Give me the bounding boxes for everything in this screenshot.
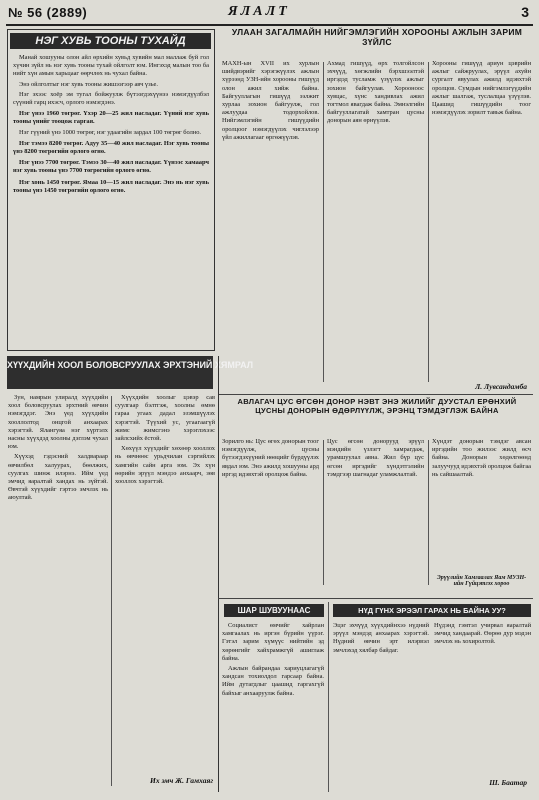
donor-article-heading: АВЛАГАЧ ЦУС ӨГСӨН ДОНОР НЭВТ ЭНЭ ЖИЛИЙГ ДУУСТАЛ ЕРӨНХИЙ ЦУСНЫ ДОНОРЫН ӨДӨРЛҮҮЛЖ, ЭРЭНЦ ТЭМДЭГЛЭЖ БАЙНА — [237, 397, 517, 415]
redcross-article-heading: УЛААН ЗАГАЛМАЙН НИЙГЭМЛЭГИЙН ХОРООНЫ АЖЛЫН ЗАРИМ ЗҮЙЛС — [231, 27, 523, 47]
masthead-rule — [6, 24, 533, 26]
livestock-article-heading: НЭГ ХУВЬ ТООНЫ ТУХАЙД — [10, 33, 211, 49]
digestion-paragraph: Хөхүүл хүүхдийг хөхөөр хооллох нь өвчнөөс урьдчилан сэргийлэх хамгийн сайн арга юм. Эх хүн өөрийн эрүүл мэндээ анхаарч, зөв хооллох хэрэгтэй. — [115, 445, 215, 486]
eye-column-2: Нүдэнд гэмтэл учирвал яаралтай эмчид хандаарай. Өөрөө дур мэдэн эмчлэх нь хохиролтой. — [434, 622, 531, 646]
column-divider — [323, 62, 324, 382]
column-divider — [428, 440, 429, 585]
section-rule — [218, 394, 533, 395]
digestion-column-2 — [115, 394, 215, 774]
livestock-paragraph: Нэг тэмээ 8200 төгрөг. Адуу 35—40 жил насладаг. Нэг хувь тооны үнэ 8200 төгрөгийн орлого өгнө. — [13, 139, 209, 156]
livestock-paragraph: Энэ ойлголтыг нэг хувь тооны жишээгээр авч үзье. — [19, 80, 158, 88]
section-rule — [218, 598, 533, 599]
donor-column-3: Хүндэт донорын тэмдэг авсан иргэдийн тоо жилээс жилд өсч байна. Донорын хөдөлгөөнд залуучууд идэвхтэй оролцож байгаа нь сайшаалтай. — [432, 438, 531, 478]
livestock-paragraph: Нэг хонь 1450 төгрөг. Ямаа 10—15 жил насладаг. Энэ нь нэг хувь тооны үнэ 1450 төгрөгийн орлого өгнө. — [13, 178, 209, 194]
digestion-paragraph: Хүүхдийн хоолыг цэвэр сав суулгаар бэлтгэж, хоолны өмнө гараа угаах дадал эзэмшүүлэх хэрэгтэй. Түүхий ус, угаагаагүй жимс жимсгэнэ хэрэглэхээс зайлсхийх ёстой. — [115, 394, 215, 443]
digestion-column-1 — [8, 394, 108, 789]
livestock-article-body — [13, 54, 209, 344]
column-divider — [218, 356, 219, 792]
redcross-column-2: Ахмад гишүүд, өрх толгойлсон эхчүүд, хөгжлийн бэрхшээлтэй иргэдэд тусламж үзүүлэх ажлыг зохион байгуулав. Хорооноос хувцас, хүнс хандивлах ажил тогтмол явагдаж байна. Эмнэлгийн байгууллагатай хамтран цусны донорын аян өрнүүлэв. — [327, 60, 424, 125]
shar-paragraph: Ажлын байрандаа хариуцлагагүй хандсан тохиолдол гарсаар байна. Ийм дутагдлыг цаашид гаргахгүй байхыг анхааруулж байна. — [222, 665, 324, 697]
redcross-column-3: Хорооны гишүүд ариун цэврийн ажлыг сайжруулах, эрүүл ахуйн сургалт явуулах ажилд идэвхтэй оролцов. Сумдын нийгэмлэгүүдийн ажлыг шалгаж, туслалцаа үзүүлэв. Цаашид гишүүдийн тоог нэмэгдүүлэх зорилт тавьж байна. — [432, 60, 531, 117]
livestock-paragraph: Манай хошууны олон айл өрхийн хувьд хувийн мал маллаж буй гол хүчин зүйл нь нэг хувь тооны тухай ойлголт юм. Ингэхэд малын тоо ба нийт хүн амын харьцааг өөрчлөх нь чухал байна. — [13, 54, 209, 78]
column-divider — [111, 396, 112, 786]
donor-column-2: Цус өгсөн донорууд эрүүл мэндийн үзлэгт хамрагдаж, урамшуулал авна. Жил бүр цус өгсөн иргэдийг хүндэтгэлийн тэмдгээр шагнадаг уламжлалтай. — [327, 438, 424, 478]
eye-article-heading: НҮД ГҮНХ ЭРЭЭЛ ГАРАХ НЬ БАЙНА УУ? — [333, 604, 531, 617]
digestion-signature: Их эмч Ж. Гамхаяг — [150, 776, 214, 785]
donor-signature: Эрүүлийн Хамгаалах Яам МУЗН-ийн Гүйцэтгэх хороо — [436, 575, 527, 587]
eye-signature: Ш. Баатар — [489, 778, 527, 787]
page-number: 3 — [521, 4, 529, 20]
livestock-paragraph: Нэг эхээс хоёр эм тугал бойжуулж бүтээгдэхүүнээ нэмэгдүүлбэл сүүний гарц ихэсч, орлого нэмэгдэнэ. — [13, 90, 209, 107]
column-divider — [428, 62, 429, 382]
digestion-article-heading-bar — [7, 356, 254, 389]
newspaper-title: ЯЛАЛТ — [228, 4, 290, 19]
digestion-article-heading: ХҮҮХДИЙН ХООЛ БОЛОВСРУУЛАХ ЭРХТЭНИЙ ХЯМРАЛ — [7, 360, 254, 370]
redcross-column-1: МАХН-ын XVII их хурлын шийдвэрийг хэрэгжүүлэх ажлын хүрээнд УЗН-ийн хорооны гишүүд олон ажил хийж байна. Байгууллагын гишүүд ээлжит хурлаа зохион байгуулж, гол ажлуудаа тодорхойлов. Нийгэмлэгийн гишүүдийн оролцоог нэмэгдүүлэх чиглэлээр үйл ажиллагааг өргөжүүлэв. — [222, 60, 319, 141]
shar-paragraph: Социалист өмчийг хайрлан хамгаалах нь иргэн бүрийн үүрэг. Гэтэл зарим хүмүүс нийтийн эд хөрөнгийг хайхрамжгүй ашиглаж байна. — [222, 622, 324, 662]
livestock-paragraph: Нэг үнээ 7700 төгрөг. Тэмээ 30—40 жил насладаг. Үүнээс хамаарч нэг хувь тооны үнэ 7700 төгрөгийн орлого өгнө. — [13, 159, 209, 175]
shar-article-heading: ШАР ШУВУУНААС — [224, 604, 324, 617]
column-divider — [323, 440, 324, 585]
shar-article-body — [222, 622, 324, 792]
digestion-paragraph: Зун, намрын улиралд хүүхдийн хоол боловсруулах эрхтний өвчин нэмэгддэг. Энэ үед хүүхдийн хооллолтод онцгой анхаарах хэрэгтэй. Ялангуяа нэг хүртэлх насны хүүхдэд хоолны дэглэм чухал юм. — [8, 394, 108, 451]
redcross-signature: Л. Лувсандамба — [475, 382, 527, 391]
eye-column-1: Эцэг эхчүүд хүүхдийнхээ нүдний эрүүл мэндэд анхаарах хэрэгтэй. Нүдний өвчин эрт илэрвэл эмчлэхэд хялбар байдаг. — [333, 622, 429, 654]
livestock-paragraph: Нэг үнээ 1960 төгрөг. Үхэр 20—25 жил насладаг. Үүний нэг хувь тооны үнийг тооцож гаргая. — [13, 110, 209, 126]
donor-column-1: Зорилго нь: Цус өгөх донорын тоог нэмэгдүүлж, цусны бүтээгдэхүүний нөөцийг бүрдүүлэх явдал юм. Энэ ажилд хошууны ард иргэд идэвхтэй оролцож байна. — [222, 438, 319, 478]
digestion-paragraph: Хүүхэд гэдэсний халдвараар өвчилбөл халуурах, бөөлжих, суулгах шинж илэрнэ. Ийм үед эмчид яаралтай хандах нь зүйтэй. Өвчтэй хүүхдийг гэртээ эмчлэх нь аюултай. — [8, 453, 108, 502]
column-divider — [328, 602, 329, 792]
livestock-paragraph: Нэг гүүний үнэ 1000 төгрөг, нэг удаагийн зардал 100 төгрөг болно. — [19, 128, 202, 136]
issue-number: № 56 (2889) — [8, 5, 88, 20]
